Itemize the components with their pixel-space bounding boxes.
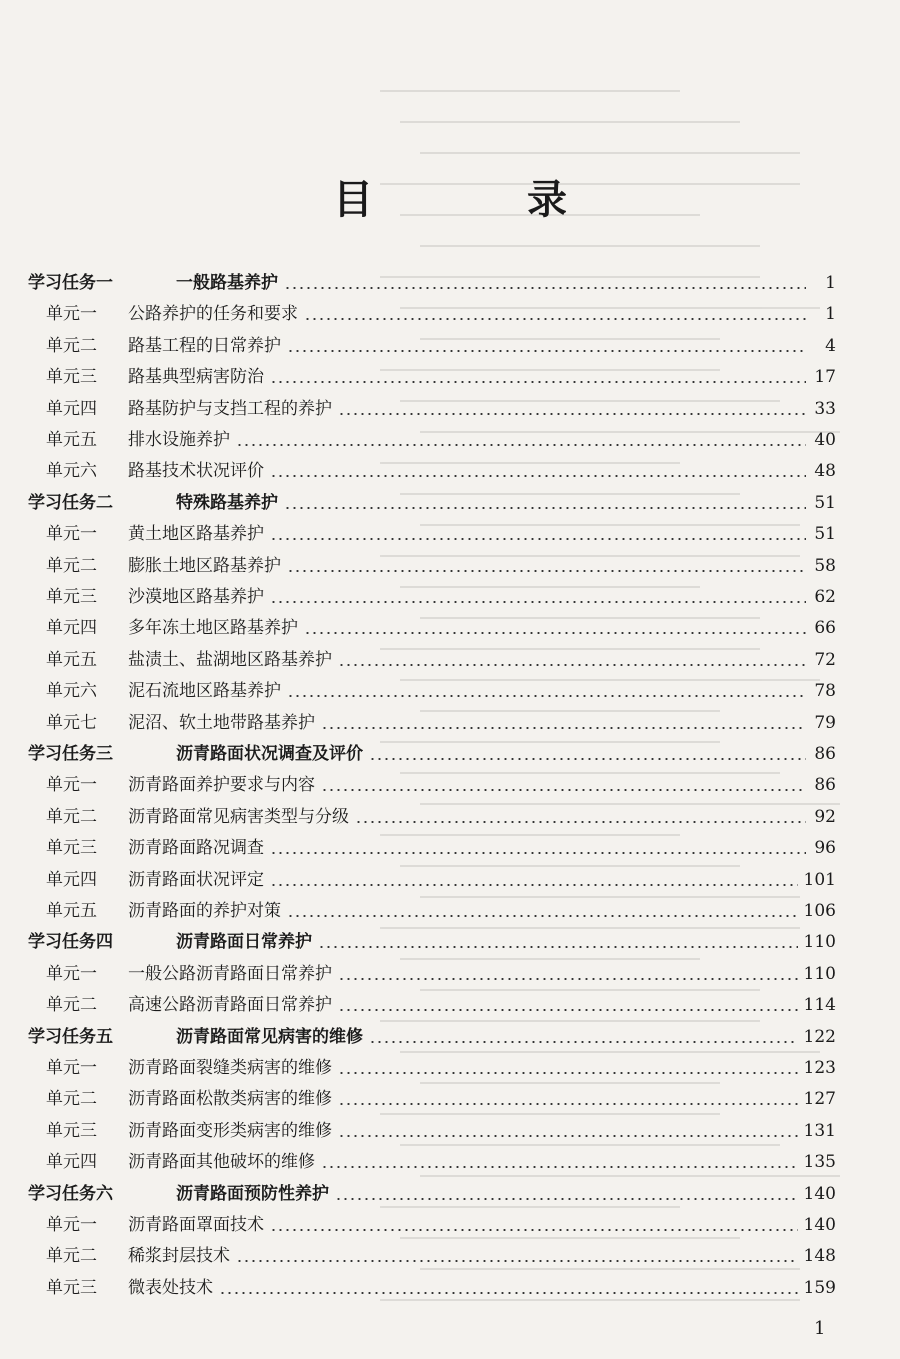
dot-leader <box>287 350 806 352</box>
dot-leader <box>236 1260 798 1262</box>
toc-entry-page: 66 <box>814 618 836 639</box>
toc-entry-title: 公路养护的任务和要求 <box>128 304 298 325</box>
toc-entry-number: 单元五 <box>46 649 97 670</box>
toc-task-row[interactable] <box>28 735 836 765</box>
toc-unit-row[interactable] <box>46 1237 836 1267</box>
toc-unit-row[interactable] <box>46 1049 836 1079</box>
dot-leader <box>304 318 806 320</box>
toc-entry-number: 单元三 <box>46 1277 97 1298</box>
toc-entry-title: 沙漠地区路基养护 <box>128 587 264 607</box>
toc-entry-number: 单元二 <box>46 335 97 356</box>
toc-entry-page: 48 <box>814 461 836 482</box>
toc-unit-row[interactable] <box>46 766 836 796</box>
dot-leader <box>321 789 806 791</box>
dot-leader <box>284 287 806 289</box>
bleed-line <box>420 245 760 247</box>
toc-entry-page: 1 <box>825 304 836 325</box>
toc-unit-row[interactable] <box>46 609 836 639</box>
toc-entry-number: 单元一 <box>46 1058 97 1078</box>
toc-task-row[interactable] <box>28 484 836 514</box>
toc-entry-title: 沥青路面日常养护 <box>176 932 312 953</box>
dot-leader <box>318 946 798 948</box>
toc-entry-number: 单元一 <box>46 963 97 984</box>
toc-unit-row[interactable] <box>46 704 836 734</box>
dot-leader <box>270 381 806 383</box>
toc-entry-number: 单元一 <box>46 524 97 545</box>
toc-unit-row[interactable] <box>46 641 836 671</box>
toc-entry-title: 沥青路面变形类病害的维修 <box>128 1120 332 1141</box>
toc-entry-number: 单元三 <box>46 838 97 859</box>
dot-leader <box>270 852 806 854</box>
toc-entry-page: 96 <box>814 838 836 859</box>
toc-unit-row[interactable] <box>46 547 836 577</box>
toc-entry-title: 微表处技术 <box>128 1277 213 1298</box>
toc-entry-number: 单元七 <box>46 712 97 733</box>
toc-entry-number: 单元三 <box>46 1120 97 1141</box>
toc-entry-number: 单元四 <box>46 618 97 639</box>
dot-leader <box>270 1229 798 1231</box>
toc-entry-number: 单元一 <box>46 1215 97 1235</box>
dot-leader <box>338 1103 798 1105</box>
dot-leader <box>321 1166 798 1168</box>
bleed-line <box>380 1299 800 1301</box>
toc-unit-row[interactable] <box>46 421 836 451</box>
toc-entry-page: 148 <box>803 1246 836 1267</box>
toc-task-row[interactable] <box>28 923 836 953</box>
page-number: 1 <box>814 1318 826 1339</box>
toc-entry-title: 一般路基养护 <box>176 273 278 293</box>
toc-entry-title: 泥沼、软土地带路基养护 <box>128 712 315 733</box>
toc-entry-number: 单元一 <box>46 775 97 796</box>
toc-entry-page: 79 <box>814 712 836 733</box>
dot-leader <box>338 1009 798 1011</box>
toc-entry-number: 学习任务五 <box>28 1026 113 1047</box>
toc-task-row[interactable] <box>28 1018 836 1048</box>
toc-entry-title: 沥青路面状况调查及评价 <box>176 744 363 764</box>
dot-leader <box>321 727 806 729</box>
toc-entry-number: 单元二 <box>46 995 97 1016</box>
bleed-line <box>380 90 680 92</box>
toc-entry-number: 学习任务四 <box>28 932 113 953</box>
dot-leader <box>338 1135 798 1137</box>
toc-entry-number: 单元六 <box>46 461 97 482</box>
page-title: 目 录 <box>333 177 637 223</box>
bleed-line <box>420 152 800 154</box>
dot-leader <box>287 915 798 917</box>
dot-leader <box>284 507 806 509</box>
toc-entry-title: 路基防护与支挡工程的养护 <box>128 398 332 419</box>
toc-entry-number: 单元二 <box>46 555 97 576</box>
toc-entry-number: 单元三 <box>46 587 97 607</box>
toc-unit-row[interactable] <box>46 1206 836 1236</box>
toc-entry-number: 单元五 <box>46 430 97 450</box>
toc-entry-page: 17 <box>814 367 836 388</box>
toc-entry-page: 127 <box>803 1089 836 1110</box>
dot-leader <box>270 475 806 477</box>
toc-entry-title: 路基典型病害防治 <box>128 367 264 388</box>
toc-entry-number: 单元四 <box>46 1152 97 1173</box>
dot-leader <box>369 1041 798 1043</box>
toc-entry-title: 沥青路面罩面技术 <box>128 1215 264 1235</box>
toc-entry-title: 沥青路面养护要求与内容 <box>128 775 315 796</box>
toc-entry-number: 单元四 <box>46 869 97 890</box>
toc-unit-row[interactable] <box>46 295 836 325</box>
toc-unit-row[interactable] <box>46 358 836 388</box>
toc-entry-page: 86 <box>814 775 836 796</box>
toc-entry-title: 特殊路基养护 <box>176 492 278 513</box>
toc-unit-row[interactable] <box>46 452 836 482</box>
dot-leader <box>369 758 806 760</box>
toc-entry-page: 33 <box>814 398 836 419</box>
toc-unit-row[interactable] <box>46 1269 836 1299</box>
toc-entry-number: 单元二 <box>46 1246 97 1267</box>
dot-leader <box>270 884 798 886</box>
toc-entry-page: 140 <box>803 1215 836 1235</box>
dot-leader <box>338 413 806 415</box>
dot-leader <box>287 570 806 572</box>
toc-unit-row[interactable] <box>46 515 836 545</box>
toc-unit-row[interactable] <box>46 892 836 922</box>
toc-unit-row[interactable] <box>46 1080 836 1110</box>
toc-entry-page: 140 <box>803 1183 836 1204</box>
toc-entry-page: 92 <box>814 806 836 827</box>
toc-entry-title: 排水设施养护 <box>128 430 230 450</box>
toc-entry-title: 沥青路面松散类病害的维修 <box>128 1089 332 1110</box>
toc-entry-page: 122 <box>803 1026 836 1047</box>
dot-leader <box>338 978 798 980</box>
toc-entry-number: 学习任务二 <box>28 492 113 513</box>
toc-entry-page: 4 <box>825 335 836 356</box>
toc-entry-title: 稀浆封层技术 <box>128 1246 230 1267</box>
toc-entry-page: 101 <box>803 869 836 890</box>
toc-entry-number: 单元二 <box>46 1089 97 1110</box>
toc-entry-number: 单元六 <box>46 681 97 702</box>
dot-leader <box>270 538 806 540</box>
toc-entry-number: 单元五 <box>46 901 97 921</box>
toc-entry-page: 62 <box>814 587 836 607</box>
toc-entry-title: 黄土地区路基养护 <box>128 524 264 545</box>
toc-entry-title: 沥青路面裂缝类病害的维修 <box>128 1058 332 1078</box>
toc-entry-title: 盐渍土、盐湖地区路基养护 <box>128 649 332 670</box>
toc-entry-title: 一般公路沥青路面日常养护 <box>128 963 332 984</box>
toc-entry-title: 路基工程的日常养护 <box>128 335 281 356</box>
toc-entry-page: 72 <box>814 649 836 670</box>
toc-entry-number: 单元二 <box>46 806 97 827</box>
toc-entry-page: 51 <box>814 524 836 545</box>
dot-leader <box>338 1072 798 1074</box>
toc-entry-title: 沥青路面预防性养护 <box>176 1183 329 1204</box>
toc-entry-number: 学习任务三 <box>28 744 113 764</box>
dot-leader <box>270 601 806 603</box>
toc-entry-title: 高速公路沥青路面日常养护 <box>128 995 332 1016</box>
toc-entry-title: 沥青路面常见病害的维修 <box>176 1026 363 1047</box>
toc-entry-number: 单元三 <box>46 367 97 388</box>
dot-leader <box>335 1198 798 1200</box>
toc-entry-title: 沥青路面状况评定 <box>128 869 264 890</box>
toc-entry-page: 114 <box>803 995 836 1016</box>
toc-unit-row[interactable] <box>46 1112 836 1142</box>
toc-unit-row[interactable] <box>46 1143 836 1173</box>
toc-entry-page: 40 <box>814 430 836 450</box>
toc-entry-page: 135 <box>803 1152 836 1173</box>
toc-unit-row[interactable] <box>46 955 836 985</box>
toc-entry-number: 单元四 <box>46 398 97 419</box>
toc-task-row[interactable] <box>28 1175 836 1205</box>
toc-entry-page: 86 <box>814 744 836 764</box>
toc-unit-row[interactable] <box>46 798 836 828</box>
toc-entry-title: 沥青路面常见病害类型与分级 <box>128 806 349 827</box>
dot-leader <box>219 1292 798 1294</box>
toc-entry-page: 51 <box>814 492 836 513</box>
toc-entry-page: 106 <box>803 901 836 921</box>
toc-unit-row[interactable] <box>46 578 836 608</box>
toc-entry-page: 78 <box>814 681 836 702</box>
toc-entry-page: 123 <box>803 1058 836 1078</box>
toc-unit-row[interactable] <box>46 829 836 859</box>
toc-unit-row[interactable] <box>46 861 836 891</box>
toc-entry-title: 沥青路面其他破坏的维修 <box>128 1152 315 1173</box>
toc-entry-title: 沥青路面路况调查 <box>128 838 264 859</box>
toc-entry-page: 58 <box>814 555 836 576</box>
dot-leader <box>287 695 806 697</box>
toc-unit-row[interactable] <box>46 672 836 702</box>
toc-entry-page: 110 <box>803 932 836 953</box>
toc-entry-number: 学习任务一 <box>28 273 113 293</box>
toc-entry-title: 沥青路面的养护对策 <box>128 901 281 921</box>
dot-leader <box>304 632 806 634</box>
toc-entry-number: 单元一 <box>46 304 97 325</box>
toc-unit-row[interactable] <box>46 986 836 1016</box>
toc-entry-title: 多年冻土地区路基养护 <box>128 618 298 639</box>
toc-entry-number: 学习任务六 <box>28 1183 113 1204</box>
dot-leader <box>338 664 806 666</box>
toc-entry-page: 131 <box>803 1120 836 1141</box>
bleed-line <box>400 121 740 123</box>
toc-task-row[interactable] <box>28 264 836 294</box>
toc-entry-title: 泥石流地区路基养护 <box>128 681 281 702</box>
dot-leader <box>236 444 806 446</box>
toc-unit-row[interactable] <box>46 390 836 420</box>
toc-entry-page: 110 <box>803 963 836 984</box>
dot-leader <box>355 821 806 823</box>
toc-entry-page: 159 <box>803 1277 836 1298</box>
toc-entry-title: 膨胀土地区路基养护 <box>128 555 281 576</box>
toc-entry-page: 1 <box>825 273 836 293</box>
toc-entry-title: 路基技术状况评价 <box>128 461 264 482</box>
toc-unit-row[interactable] <box>46 327 836 357</box>
